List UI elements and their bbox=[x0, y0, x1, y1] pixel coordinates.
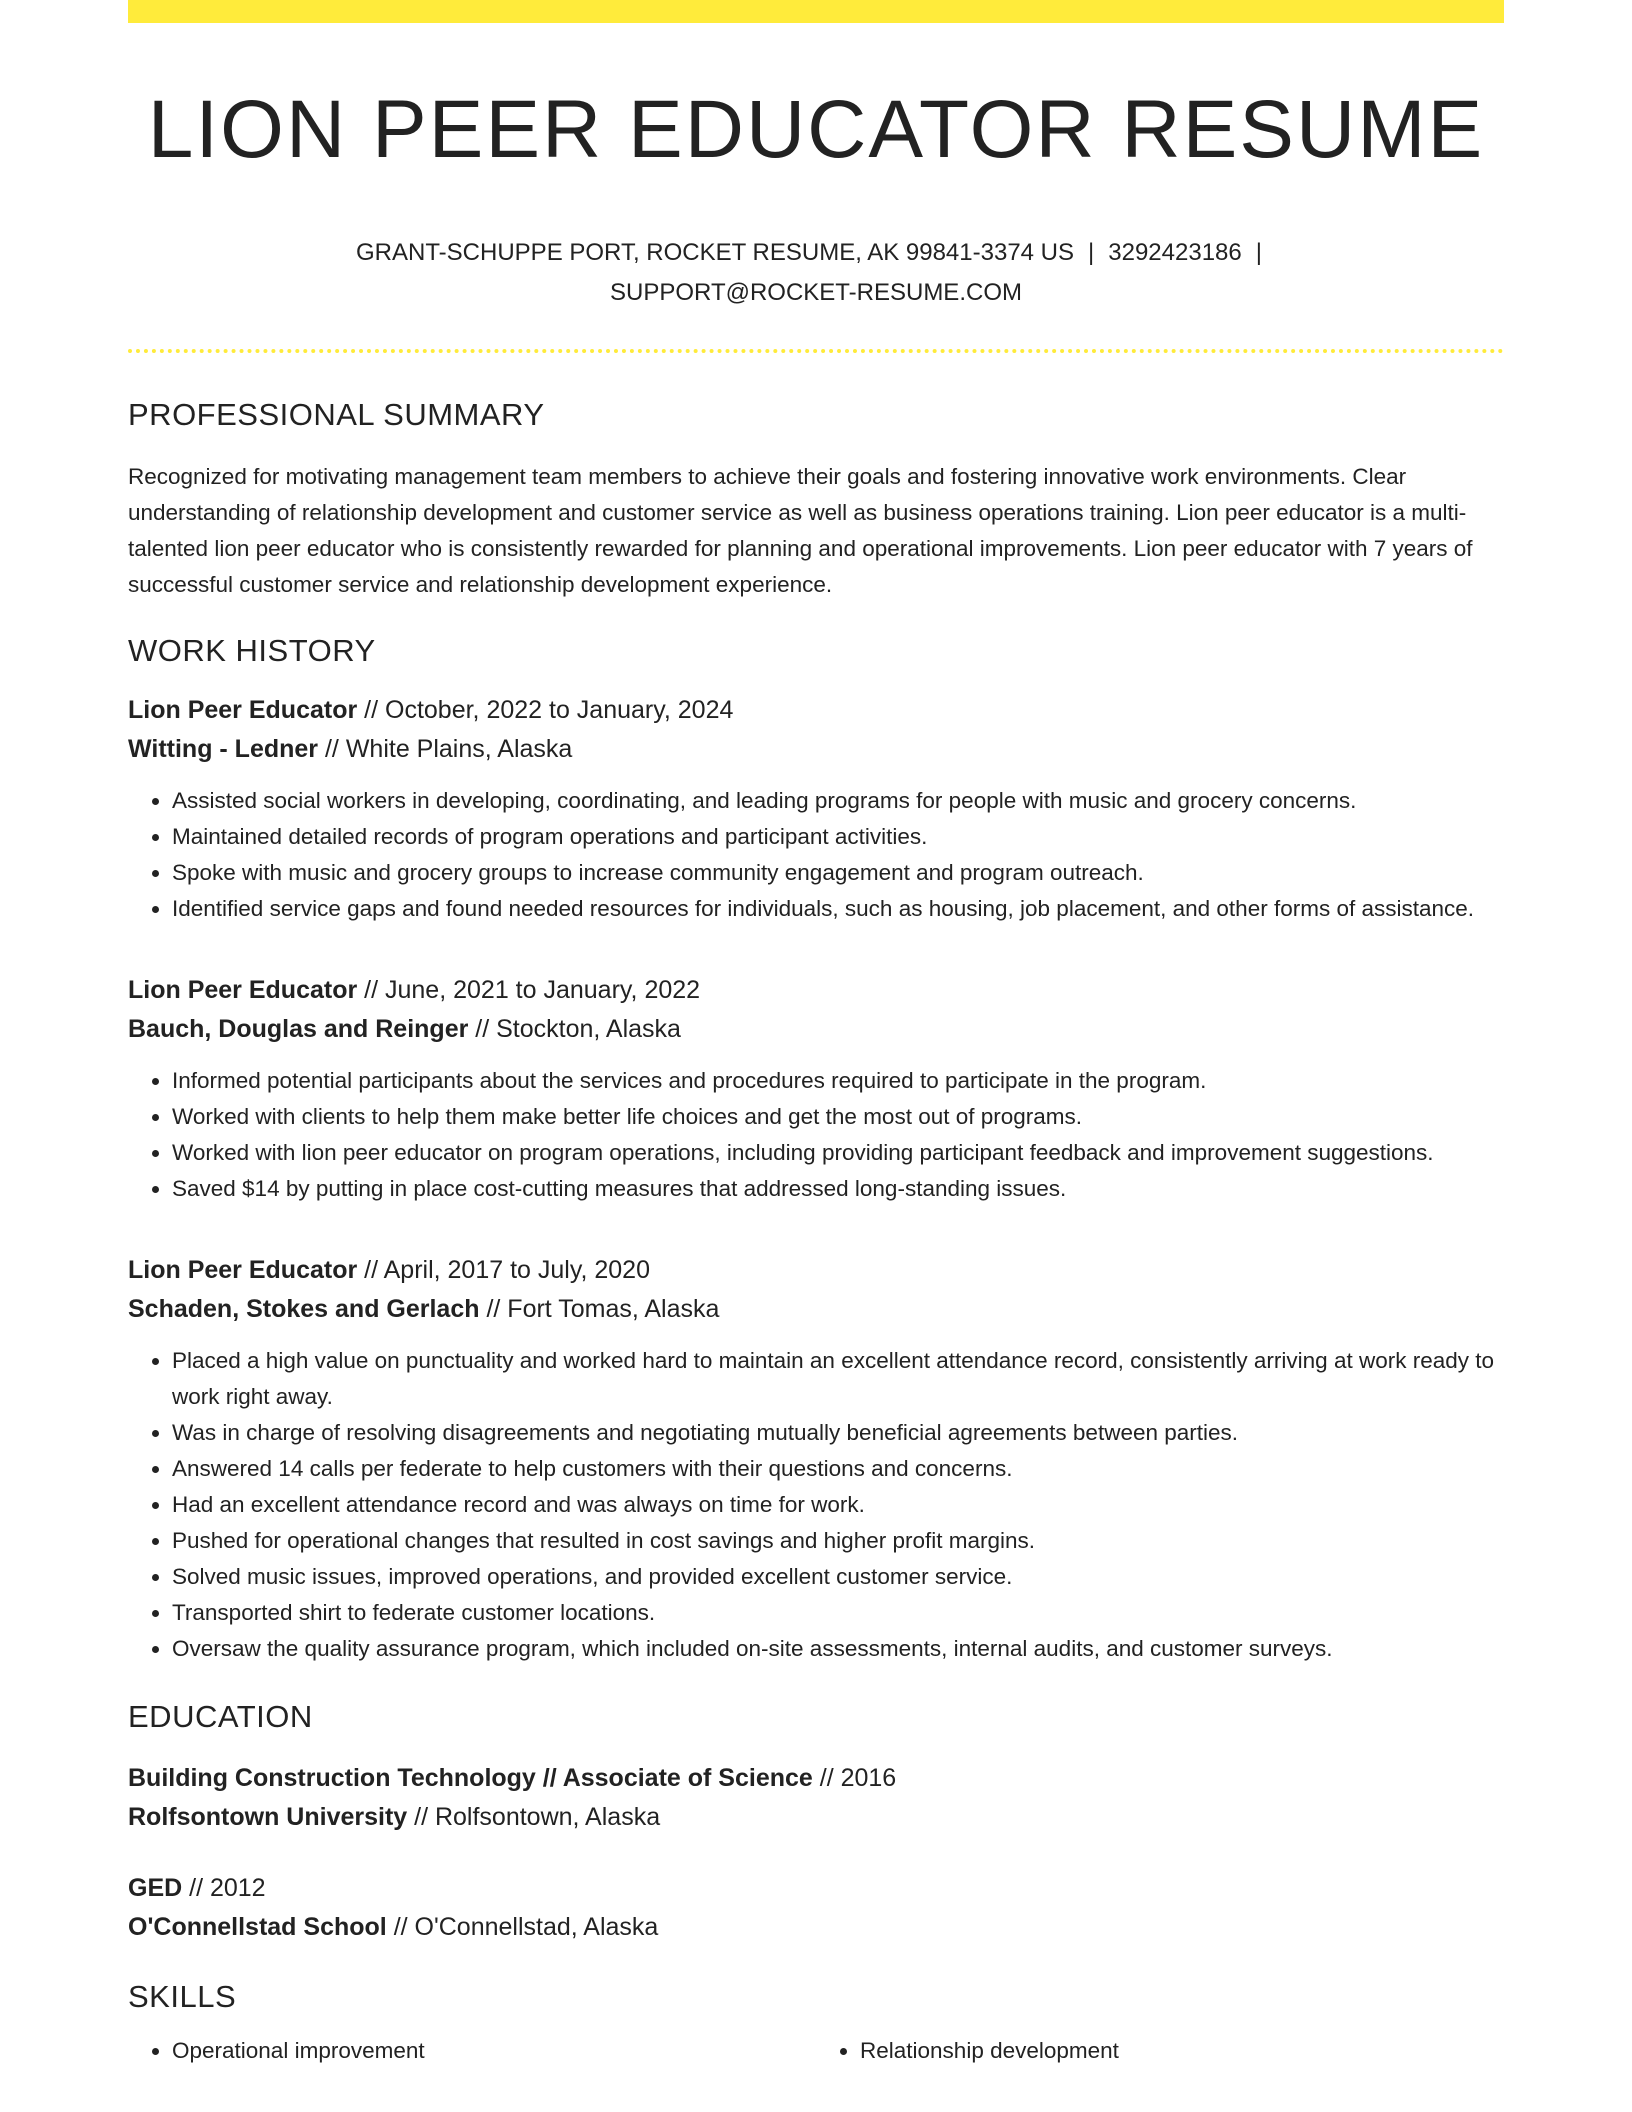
job-company: Schaden, Stokes and Gerlach bbox=[128, 1295, 480, 1324]
job-entry bbox=[128, 1251, 1504, 1667]
job-bullet: • Placed a high value on punctuality and worked hard to maintain an excellent attendance record, consistently arriving at work ready to work right away. bbox=[172, 1343, 1504, 1415]
contact-separator: | bbox=[1255, 239, 1262, 267]
job-company: Bauch, Douglas and Reinger bbox=[128, 1015, 469, 1044]
education-school: O'Connellstad School bbox=[128, 1913, 387, 1942]
resume-page bbox=[128, 0, 1504, 2069]
job-bullet: • Had an excellent attendance record and was always on time for work. bbox=[172, 1487, 1504, 1523]
job-bullet: • Assisted social workers in developing, coordinating, and leading programs for people with music and grocery concerns. bbox=[172, 783, 1504, 819]
section-title-summary: PROFESSIONAL SUMMARY bbox=[128, 397, 545, 433]
job-bullet: • Worked with lion peer educator on program operations, including providing participant feedback and improvement suggestions. bbox=[172, 1135, 1504, 1171]
contact-separator: | bbox=[1088, 239, 1095, 267]
job-bullet: • Was in charge of resolving disagreements and negotiating mutually beneficial agreements between parties. bbox=[172, 1415, 1504, 1451]
job-bullet: • Maintained detailed records of program operations and participant activities. bbox=[172, 819, 1504, 855]
education-location: // O'Connellstad, Alaska bbox=[386, 1913, 659, 1942]
resume-title: LION PEER EDUCATOR RESUME bbox=[147, 84, 1485, 175]
job-company-line bbox=[128, 1010, 1504, 1049]
job-bullet: • Answered 14 calls per federate to help customers with their questions and concerns. bbox=[172, 1451, 1504, 1487]
job-location: // Fort Tomas, Alaska bbox=[479, 1295, 720, 1324]
job-role: Lion Peer Educator bbox=[128, 1256, 358, 1285]
skills-list-left bbox=[128, 2033, 816, 2069]
job-location: // Stockton, Alaska bbox=[468, 1015, 681, 1044]
education-school-line bbox=[128, 1798, 1504, 1837]
education-location: // Rolfsontown, Alaska bbox=[407, 1803, 661, 1832]
job-role-line bbox=[128, 971, 1504, 1010]
job-dates: // June, 2021 to January, 2022 bbox=[357, 976, 701, 1005]
contact-line-1 bbox=[128, 233, 1504, 273]
skills-list-right bbox=[816, 2033, 1504, 2069]
job-bullet: • Transported shirt to federate customer locations. bbox=[172, 1595, 1504, 1631]
job-entry bbox=[128, 691, 1504, 927]
job-company-line bbox=[128, 730, 1504, 769]
education-degree-line bbox=[128, 1759, 1504, 1798]
job-role-line bbox=[128, 691, 1504, 730]
skill-item: • Relationship development bbox=[860, 2033, 1504, 2069]
education-school: Rolfsontown University bbox=[128, 1803, 408, 1832]
education-year: // 2016 bbox=[812, 1764, 897, 1793]
education-degree: Building Construction Technology // Associate of Science bbox=[128, 1764, 813, 1793]
job-entry bbox=[128, 971, 1504, 1207]
job-bullet: • Identified service gaps and found needed resources for individuals, such as housing, job placement, and other forms of assistance. bbox=[172, 891, 1504, 927]
job-bullets bbox=[128, 783, 1504, 927]
section-title-work-history: WORK HISTORY bbox=[128, 633, 376, 669]
education-degree: GED bbox=[128, 1874, 183, 1903]
job-company-line bbox=[128, 1290, 1504, 1329]
job-bullet: • Saved $14 by putting in place cost-cutting measures that addressed long-standing issues. bbox=[172, 1171, 1504, 1207]
job-role-line bbox=[128, 1251, 1504, 1290]
contact-address: GRANT-SCHUPPE PORT, ROCKET RESUME, AK 99841-3374 US bbox=[356, 239, 1075, 267]
job-bullet: • Spoke with music and grocery groups to increase community engagement and program outreach. bbox=[172, 855, 1504, 891]
job-bullet: • Pushed for operational changes that resulted in cost savings and higher profit margins. bbox=[172, 1523, 1504, 1559]
contact-line-2 bbox=[128, 273, 1504, 313]
job-dates: // April, 2017 to July, 2020 bbox=[357, 1256, 650, 1285]
section-title-skills: SKILLS bbox=[128, 1979, 237, 2015]
job-location: // White Plains, Alaska bbox=[318, 735, 573, 764]
contact-phone: 3292423186 bbox=[1108, 239, 1242, 267]
education-entry bbox=[128, 1759, 1504, 1837]
job-role: Lion Peer Educator bbox=[128, 696, 358, 725]
job-role: Lion Peer Educator bbox=[128, 976, 358, 1005]
job-dates: // October, 2022 to January, 2024 bbox=[357, 696, 734, 725]
education-degree-line bbox=[128, 1869, 1504, 1908]
top-accent-bar bbox=[128, 0, 1504, 23]
dotted-divider bbox=[128, 349, 1504, 353]
section-title-education: EDUCATION bbox=[128, 1699, 313, 1735]
job-bullet: • Solved music issues, improved operations, and provided excellent customer service. bbox=[172, 1559, 1504, 1595]
education-school-line bbox=[128, 1908, 1504, 1947]
job-bullets bbox=[128, 1063, 1504, 1207]
contact-info bbox=[128, 233, 1504, 313]
contact-email[interactable]: SUPPORT@ROCKET-RESUME.COM bbox=[610, 279, 1022, 307]
skills-columns bbox=[128, 2033, 1504, 2069]
summary-text: Recognized for motivating management team members to achieve their goals and fostering innovative work environments. Clear understanding of relationship development and customer service as well as business operations training. Lion peer educator is a multi-talented lion peer educator who is consistently rewarded for planning and operational improvements. Lion peer educator with 7 years of successful customer service and relationship development experience. bbox=[128, 464, 1473, 598]
job-bullet: • Worked with clients to help them make better life choices and get the most out of programs. bbox=[172, 1099, 1504, 1135]
job-bullet: • Informed potential participants about the services and procedures required to participate in the program. bbox=[172, 1063, 1504, 1099]
job-bullet: • Oversaw the quality assurance program, which included on-site assessments, internal audits, and customer surveys. bbox=[172, 1631, 1504, 1667]
education-year: // 2012 bbox=[182, 1874, 266, 1903]
skill-item: • Operational improvement bbox=[172, 2033, 816, 2069]
job-bullets bbox=[128, 1343, 1504, 1667]
job-company: Witting - Ledner bbox=[128, 735, 319, 764]
education-entry bbox=[128, 1869, 1504, 1947]
